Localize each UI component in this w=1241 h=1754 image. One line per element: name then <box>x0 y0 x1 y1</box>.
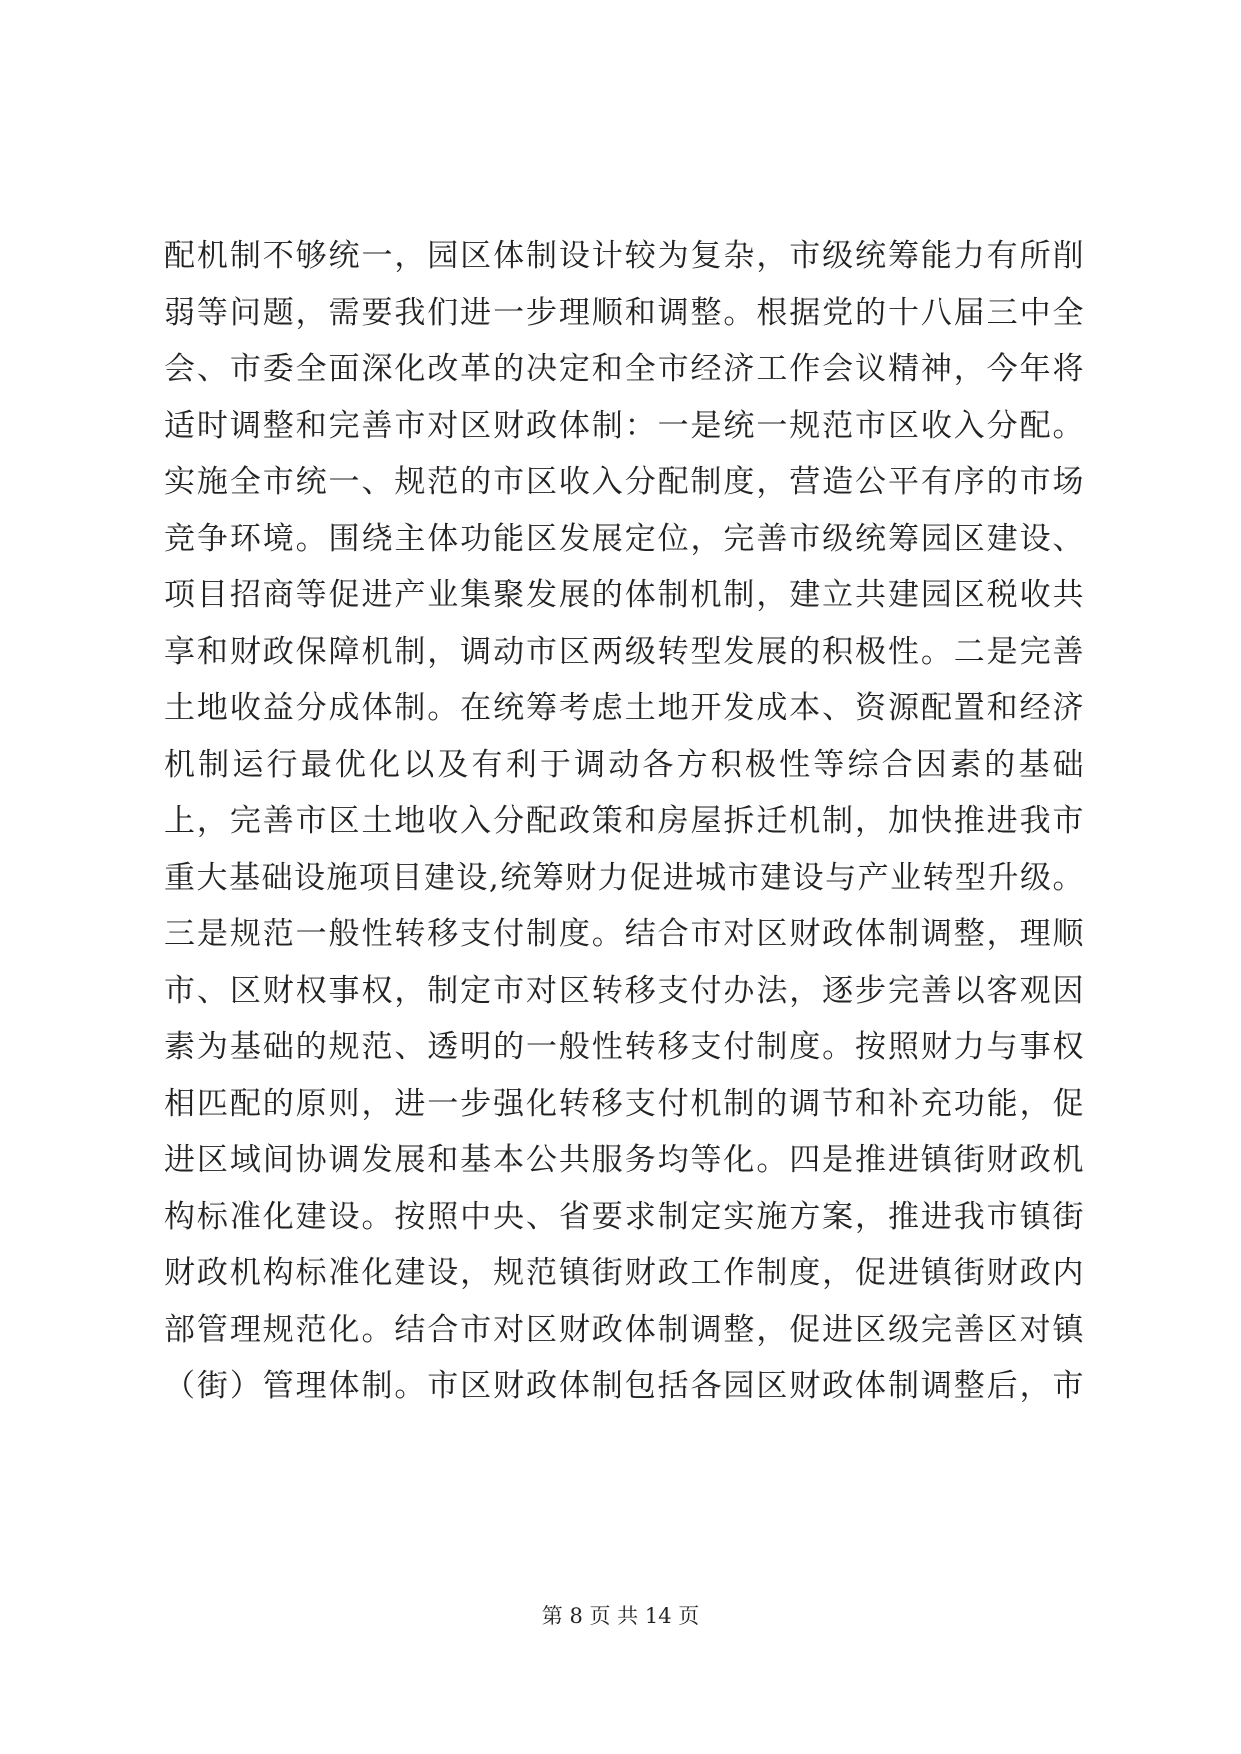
text-line: 上，完善市区土地收入分配政策和房屋拆迁机制，加快推进我市 <box>164 803 1084 839</box>
text-line: 竞争环境。围绕主体功能区发展定位，完善市级统筹园区建设、 <box>164 520 1084 557</box>
body-text <box>164 228 1084 1415</box>
text-line: 会、市委全面深化改革的决定和全市经济工作会议精神，今年将 <box>164 351 1084 387</box>
text-line: 弱等问题，需要我们进一步理顺和调整。根据党的十八届三中全 <box>164 294 1084 331</box>
text-line: 项目招商等促进产业集聚发展的体制机制，建立共建园区税收共 <box>164 577 1084 613</box>
text-line: 构标准化建设。按照中央、省要求制定实施方案，推进我市镇街 <box>164 1198 1084 1235</box>
text-line: 部管理规范化。结合市对区财政体制调整，促进区级完善区对镇 <box>164 1311 1084 1348</box>
text-line: 重大基础设施项目建设,统筹财力促进城市建设与产业转型升级。 <box>164 859 1084 896</box>
text-line: 素为基础的规范、透明的一般性转移支付制度。按照财力与事权 <box>164 1029 1084 1065</box>
text-line: （街）管理体制。市区财政体制包括各园区财政体制调整后，市 <box>164 1368 1084 1404</box>
text-line: 财政机构标准化建设，规范镇街财政工作制度，促进镇街财政内 <box>164 1255 1084 1291</box>
text-line: 三是规范一般性转移支付制度。结合市对区财政体制调整，理顺 <box>164 916 1084 952</box>
text-line: 市、区财权事权，制定市对区转移支付办法，逐步完善以客观因 <box>164 972 1084 1009</box>
text-line: 土地收益分成体制。在统筹考虑土地开发成本、资源配置和经济 <box>164 690 1084 726</box>
page-footer: 第 8 页 共 14 页 <box>541 1604 700 1628</box>
text-line: 实施全市统一、规范的市区收入分配制度，营造公平有序的市场 <box>164 464 1084 500</box>
text-line: 享和财政保障机制，调动市区两级转型发展的积极性。二是完善 <box>164 633 1084 670</box>
text-line: 相匹配的原则，进一步强化转移支付机制的调节和补充功能，促 <box>164 1085 1084 1122</box>
text-line: 进区域间协调发展和基本公共服务均等化。四是推进镇街财政机 <box>164 1142 1084 1178</box>
text-line: 机制运行最优化以及有利于调动各方积极性等综合因素的基础 <box>164 746 1084 783</box>
text-line: 适时调整和完善市对区财政体制：一是统一规范市区收入分配。 <box>164 407 1084 444</box>
text-line: 配机制不够统一，园区体制设计较为复杂，市级统筹能力有所削 <box>164 238 1084 274</box>
